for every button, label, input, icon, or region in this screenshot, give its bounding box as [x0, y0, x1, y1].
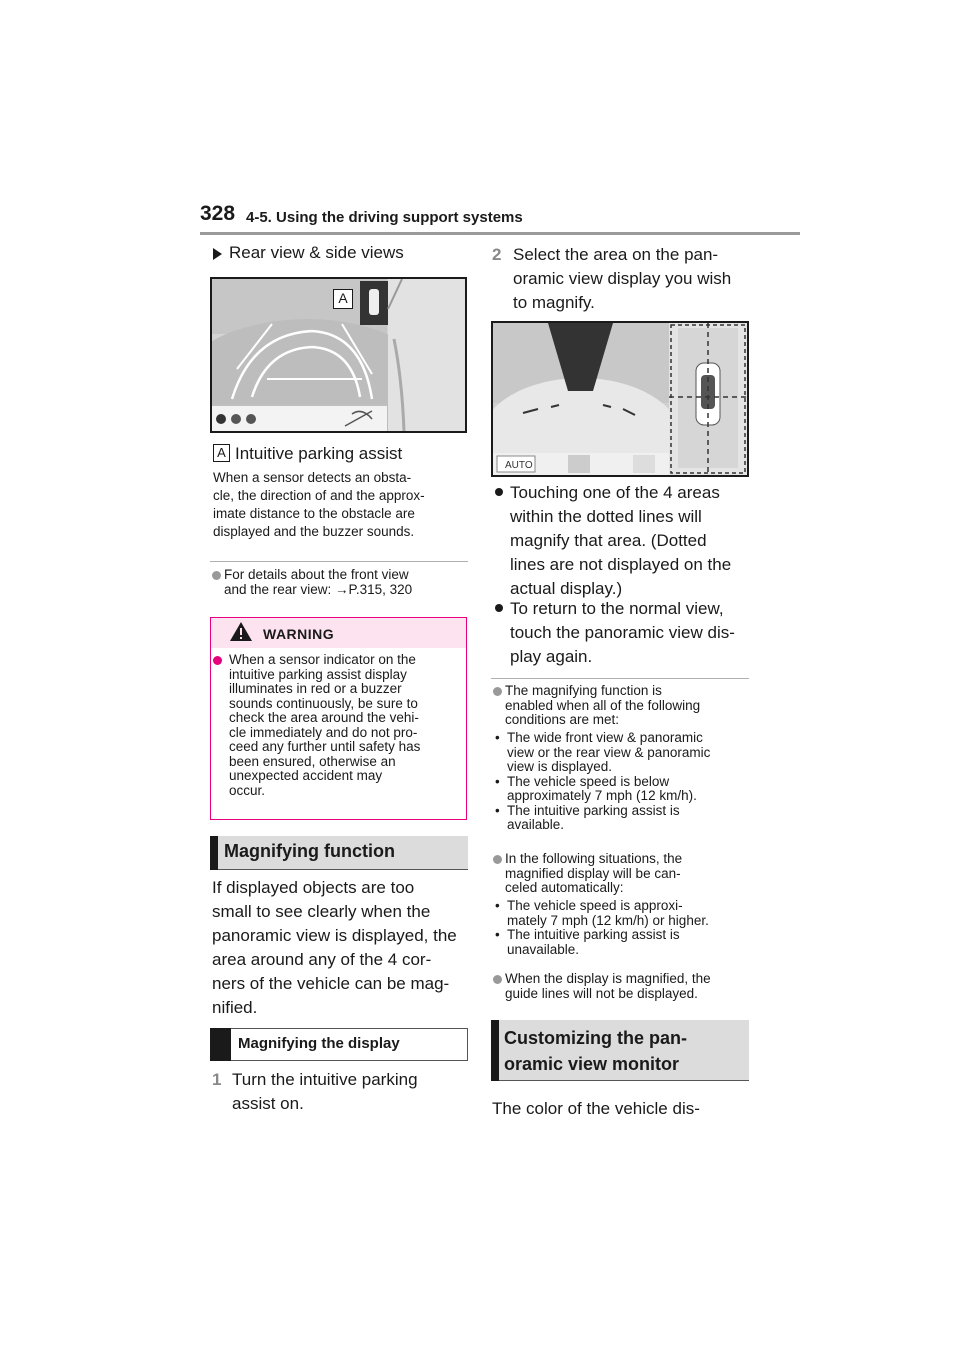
note-rule — [210, 561, 468, 562]
bullet-1-dot — [495, 488, 503, 496]
note-3-bullet — [493, 975, 502, 984]
warning-title: WARNING — [263, 626, 335, 642]
auto-label: AUTO — [505, 460, 533, 471]
note-1-sub-list: • The wide front view & panoramic view or the rear view & panoramic view is displayed. • The vehicle speed is below approximately 7 mph (12 km/h). • The intuitive parking assist is available. — [495, 730, 711, 832]
step-2-text: Select the area on the pan- oramic view display you wish to magnify. — [513, 245, 732, 312]
note-2-bullet — [493, 855, 502, 864]
header-rule — [200, 232, 800, 235]
caption-callout-a: A — [213, 444, 230, 462]
note-2-sub-list: • The vehicle speed is approxi- mately 7 mph (12 km/h) or higher. • The intuitive parking assist is unavailable. — [495, 898, 709, 957]
section-bar-customizing — [491, 1020, 499, 1081]
warning-bullet — [213, 656, 222, 665]
warning-triangle-icon — [229, 621, 253, 642]
caption-title: Intuitive parking assist — [235, 444, 403, 463]
notes-rule — [491, 678, 749, 679]
warning-text: When a sensor indicator on the intuitive parking assist display illuminates in red or a buzzer sounds continuously, be sure to check the area around the vehi- cle immediately and do not pro- ceed any further until safety has been ensured, otherwise an unexpected accident may occur. — [229, 652, 421, 798]
page-number: 328 — [200, 202, 236, 225]
note-1-bullet — [493, 687, 502, 696]
subhead-rear-side-views: Rear view & side views — [229, 243, 404, 262]
triangle-bullet-icon — [213, 248, 222, 260]
chapter-title: 4-5. Using the driving support systems — [246, 209, 523, 226]
customizing-paragraph: The color of the vehicle dis- — [492, 1099, 700, 1118]
subsection-title: Magnifying the display — [238, 1035, 400, 1052]
note-2-text: In the following situations, the magnified display will be can- celed automatically: — [505, 851, 683, 895]
bullet-2-dot — [495, 604, 503, 612]
figure-callout-a: A — [333, 289, 353, 309]
subsection-bar — [210, 1028, 231, 1061]
bullet-1-text: Touching one of the 4 areas within the dotted lines will magnify that area. (Dotted lines are not displayed on the actual display.) — [510, 483, 732, 598]
bullet-2-text: To return to the normal view, touch the panoramic view dis- play again. — [510, 599, 735, 666]
section-title-customizing: Customizing the pan- oramic view monitor — [504, 1028, 687, 1074]
section-bar — [210, 836, 218, 870]
step-1-number: 1 — [212, 1070, 222, 1089]
panoramic-view-screen — [493, 323, 747, 475]
note-bullet — [212, 571, 221, 580]
panoramic-view-figure — [491, 321, 749, 477]
note-1-text: The magnifying function is enabled when all of the following conditions are met: — [505, 683, 701, 727]
magnifying-paragraph: If displayed objects are too small to see clearly when the panoramic view is displayed, the area around any of the 4 cor- ners of the vehicle can be mag- nified. — [212, 878, 457, 1017]
step-2-number: 2 — [492, 245, 502, 264]
caption-text: When a sensor detects an obsta- cle, the direction of and the approx- imate distance to the obstacle are displayed and the buzzer sounds. — [213, 470, 425, 539]
step-1-text: Turn the intuitive parking assist on. — [232, 1070, 418, 1113]
section-title-magnifying-function: Magnifying function — [224, 841, 395, 861]
note-front-rear-view: For details about the front view and the rear view: →P.315, 320 — [224, 567, 413, 597]
note-3-text: When the display is magnified, the guide lines will not be displayed. — [505, 971, 711, 1001]
